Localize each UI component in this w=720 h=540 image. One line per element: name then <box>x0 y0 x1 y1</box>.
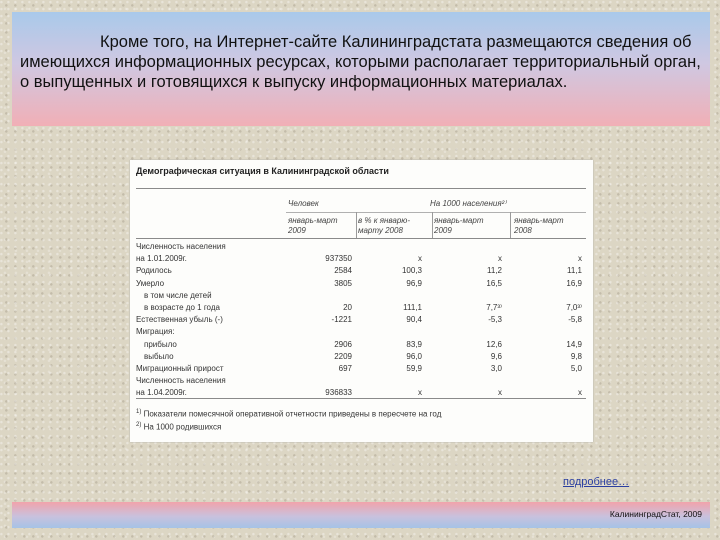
table-cell: 9,6 <box>490 351 502 361</box>
table-cell: 100,3 <box>401 266 422 276</box>
table-cell: x <box>418 388 422 398</box>
footnote-2 <box>136 422 221 432</box>
row-label: на 1.01.2009г. <box>136 254 187 264</box>
col-divider <box>510 212 511 238</box>
footnote-text: Показатели помесячной оперативной отчетности приведены в пересчете на год <box>143 409 442 419</box>
footnote-mark: 1) <box>136 409 142 415</box>
table-cell: 3,0 <box>490 364 502 373</box>
group-header-per-1000: На 1000 населения²⁾ <box>430 199 507 208</box>
table-cell: 20 <box>343 303 352 312</box>
table-cell: 2906 <box>334 339 352 349</box>
table-cell: 90,4 <box>406 315 422 325</box>
table-cell: 11,2 <box>487 266 502 276</box>
table-cell: -5,3 <box>488 315 502 325</box>
table-cell: 7,7³⁾ <box>486 303 502 312</box>
table-cell: 2209 <box>334 351 352 361</box>
col-header-3: январь-март 2009 <box>434 216 484 235</box>
footer-credit: КалининградСтат, 2009 <box>609 509 702 519</box>
table-cell: 59,9 <box>406 364 422 373</box>
header-bottom-rule <box>136 238 586 239</box>
table-cell: 12,6 <box>486 339 502 349</box>
table-cell: 83,9 <box>406 339 422 349</box>
table-cell: 936833 <box>325 388 352 398</box>
row-label: Миграционный прирост <box>136 364 224 373</box>
footer-bar <box>12 502 710 528</box>
group-header-rule <box>286 212 586 213</box>
table-title: Демографическая ситуация в Калининградской области <box>136 166 389 176</box>
table-cell: x <box>578 254 582 264</box>
table-cell: 7,0³⁾ <box>566 303 582 312</box>
table-cell: -1221 <box>331 315 352 325</box>
table-cell: 2584 <box>334 266 352 276</box>
intro-text: Кроме того, на Интернет-сайте Калининградстата размещаются сведения об имеющихся информационных ресурсах, которыми располагает территориальный орган, о выпущенных и готовящихся к выпуску информационных материалах. <box>20 33 701 91</box>
table-cell: x <box>578 388 582 398</box>
row-label: в возрасте до 1 года <box>144 303 220 312</box>
row-label: Умерло <box>136 278 165 288</box>
table-cell: 96,9 <box>406 278 422 288</box>
table-cell: x <box>498 388 502 398</box>
col-header-4: январь-март 2008 <box>514 216 564 235</box>
row-label: Миграция: <box>136 327 175 337</box>
table-cell: 5,0 <box>570 364 582 373</box>
row-label: прибыло <box>144 339 177 349</box>
table-cell: 14,9 <box>566 339 582 349</box>
table-cell: 697 <box>338 364 352 373</box>
table-cell: 11,1 <box>567 266 582 276</box>
footnote-mark: 2) <box>136 422 142 428</box>
col-header-2: в % к январю-марту 2008 <box>358 216 410 235</box>
row-label: в том числе детей <box>144 290 212 300</box>
table-cell: 16,5 <box>486 278 502 288</box>
table-cell: 9,8 <box>570 351 582 361</box>
row-label: Численность населения <box>136 376 226 386</box>
table-cell: 96,0 <box>406 351 422 361</box>
demography-table-image <box>130 160 593 442</box>
table-cell: x <box>498 254 502 264</box>
col-header-1: январь-март 2009 <box>288 216 338 235</box>
table-cell: 111,1 <box>403 303 422 312</box>
table-top-rule <box>136 188 586 189</box>
footnote-1 <box>136 409 441 419</box>
table-cell: 937350 <box>325 254 352 264</box>
col-divider <box>356 212 357 238</box>
col-divider <box>432 212 433 238</box>
row-label: Естественная убыль (-) <box>136 315 223 325</box>
table-cell: -5,8 <box>568 315 582 325</box>
table-cell: x <box>418 254 422 264</box>
table-cell: 16,9 <box>566 278 582 288</box>
group-header-persons: Человек <box>288 199 319 208</box>
row-label: выбыло <box>144 351 174 361</box>
footnote-text: На 1000 родившихся <box>143 422 222 432</box>
more-details-link[interactable]: подробнее… <box>563 476 630 488</box>
table-bottom-rule <box>136 398 586 399</box>
row-label: Родилось <box>136 266 172 276</box>
intro-panel <box>12 12 710 126</box>
table-cell: 3805 <box>334 278 352 288</box>
row-label: Численность населения <box>136 242 226 251</box>
row-label: на 1.04.2009г. <box>136 388 187 398</box>
